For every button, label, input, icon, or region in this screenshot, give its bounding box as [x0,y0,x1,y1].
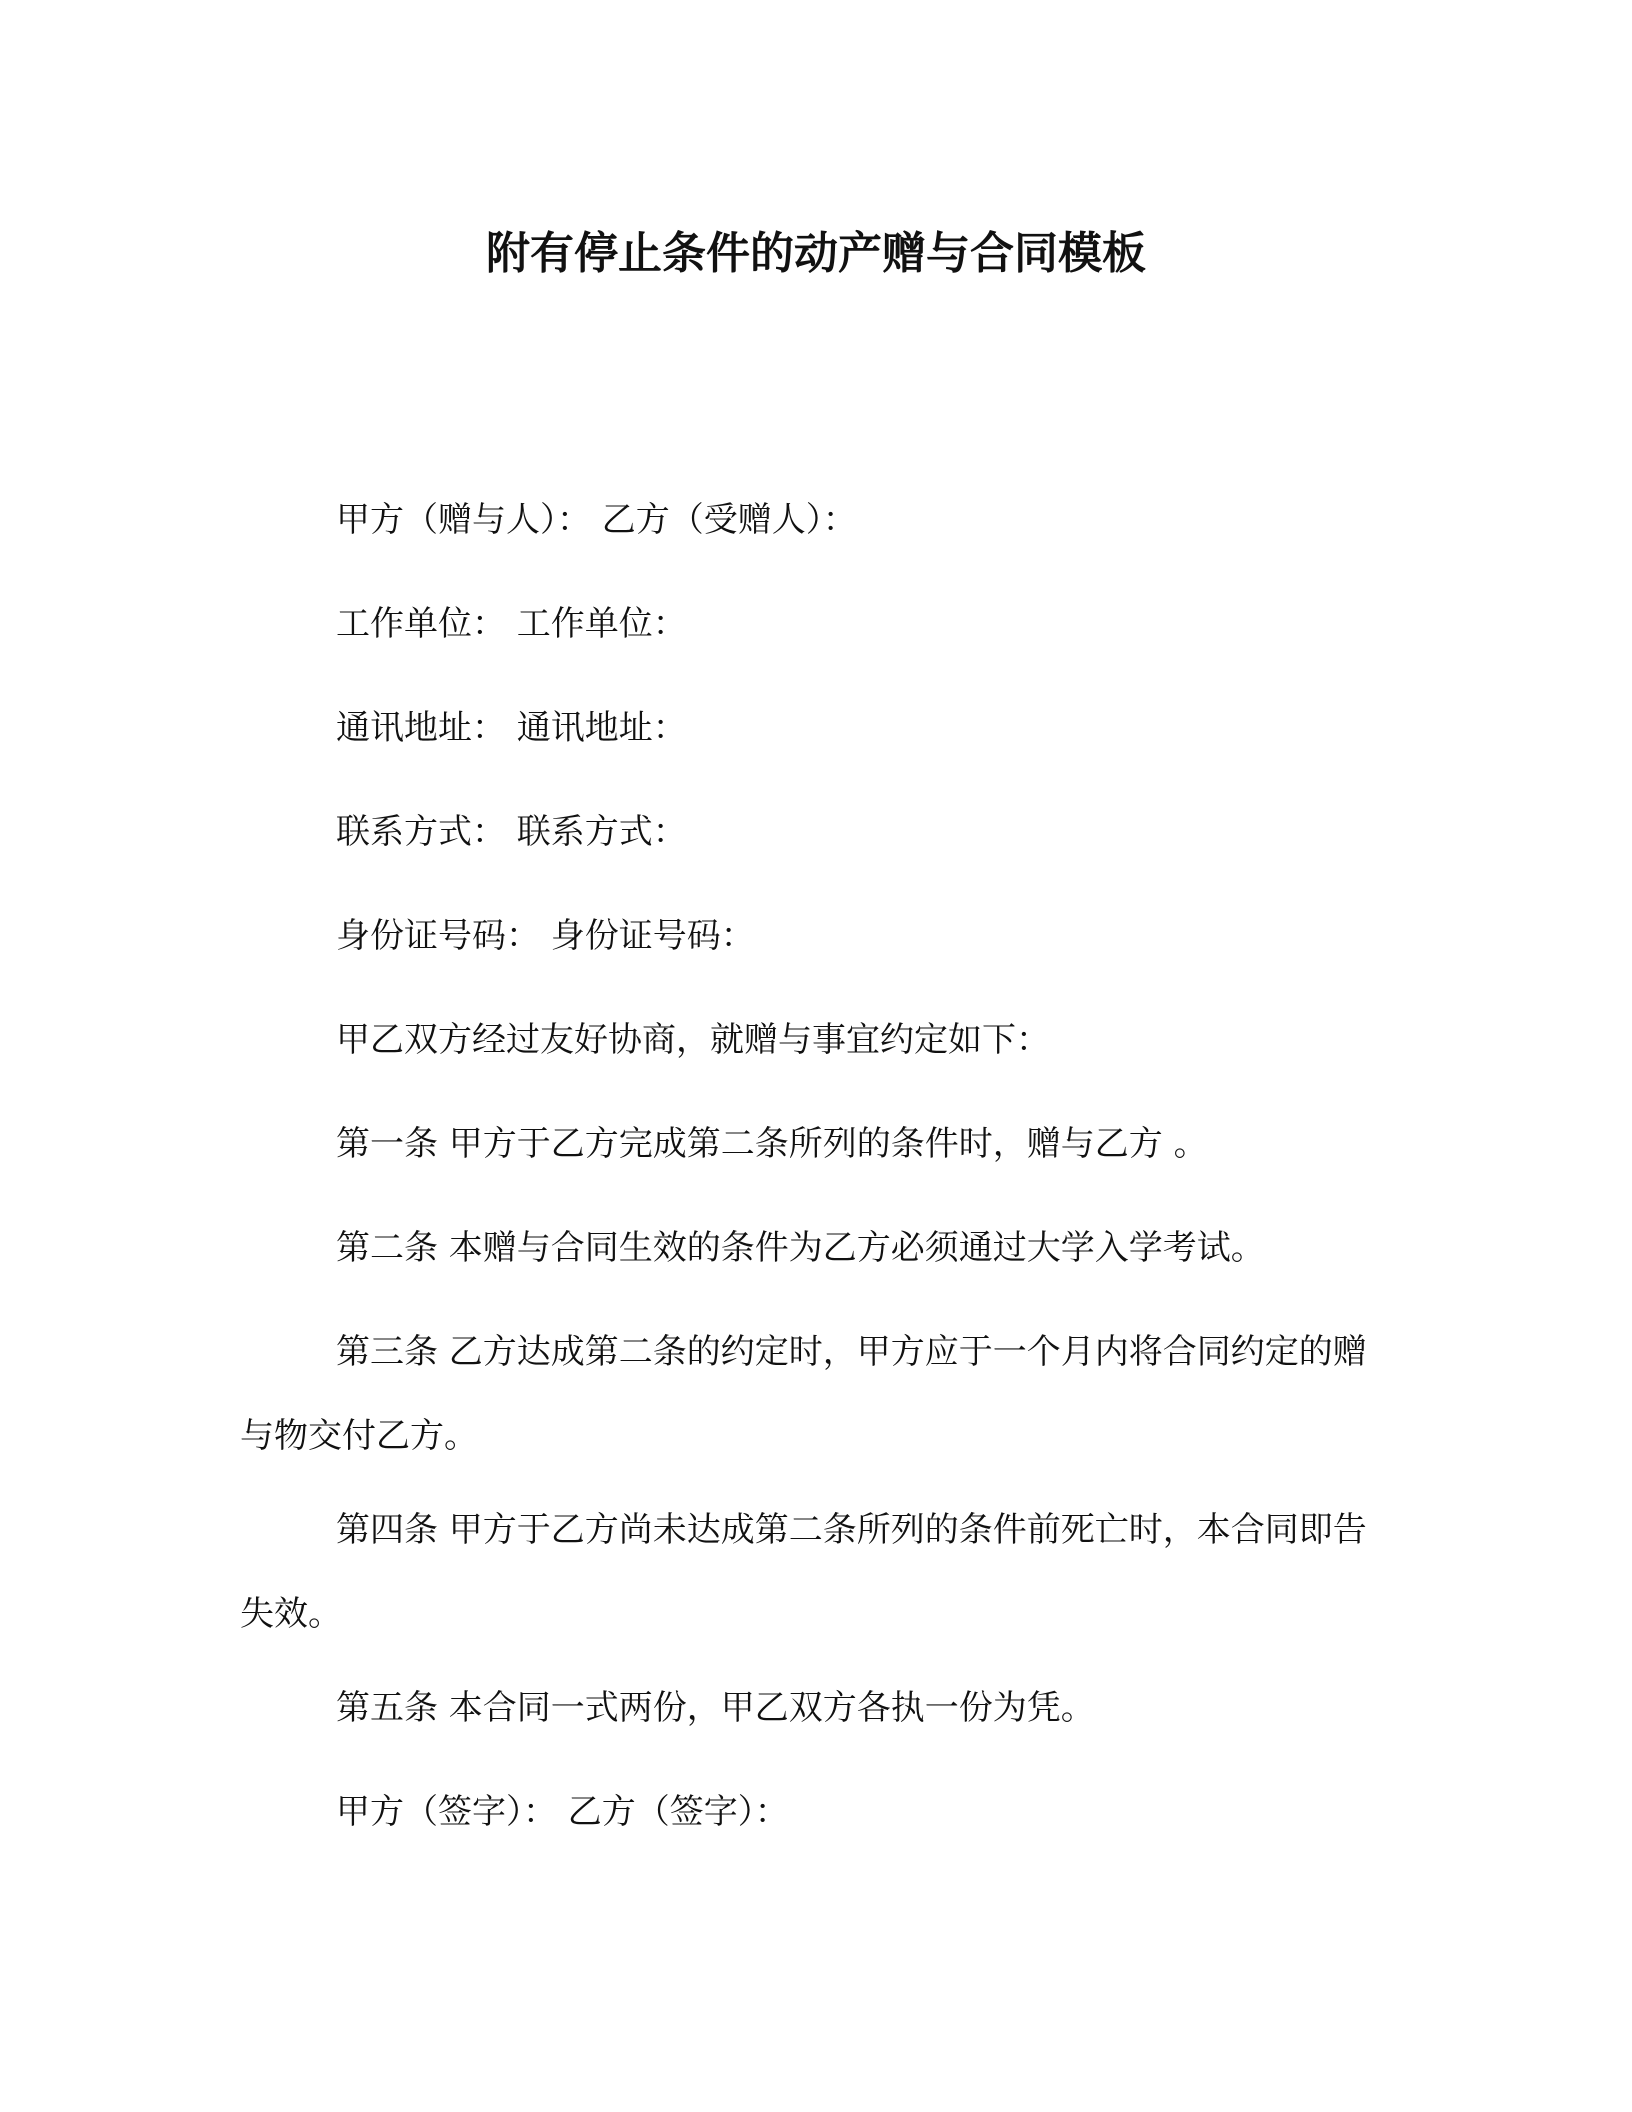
address-line: 通讯地址： 通讯地址： [336,708,687,748]
work-unit-line: 工作单位： 工作单位： [336,604,687,644]
party-line: 甲方（赠与人）： 乙方（受赠人）： [336,500,857,540]
agreement-intro: 甲乙双方经过友好协商，就赠与事宜约定如下： [336,1020,1050,1060]
id-number-line: 身份证号码： 身份证号码： [336,916,755,956]
article-4: 第四条 甲方于乙方尚未达成第二条所列的条件前死亡时，本合同即告失效。 [240,1510,1367,1634]
article-2: 第二条 本赠与合同生效的条件为乙方必须通过大学入学考试。 [336,1228,1265,1268]
document-title: 附有停止条件的动产赠与合同模板 [486,228,1146,279]
article-1: 第一条 甲方于乙方完成第二条所列的条件时，赠与乙方 。 [336,1124,1208,1164]
signature-line: 甲方（签字）： 乙方（签字）： [336,1792,789,1832]
article-5: 第五条 本合同一式两份，甲乙双方各执一份为凭。 [336,1688,1095,1728]
contact-line: 联系方式： 联系方式： [336,812,687,852]
article-3: 第三条 乙方达成第二条的约定时，甲方应于一个月内将合同约定的赠与物交付乙方。 [240,1332,1367,1456]
